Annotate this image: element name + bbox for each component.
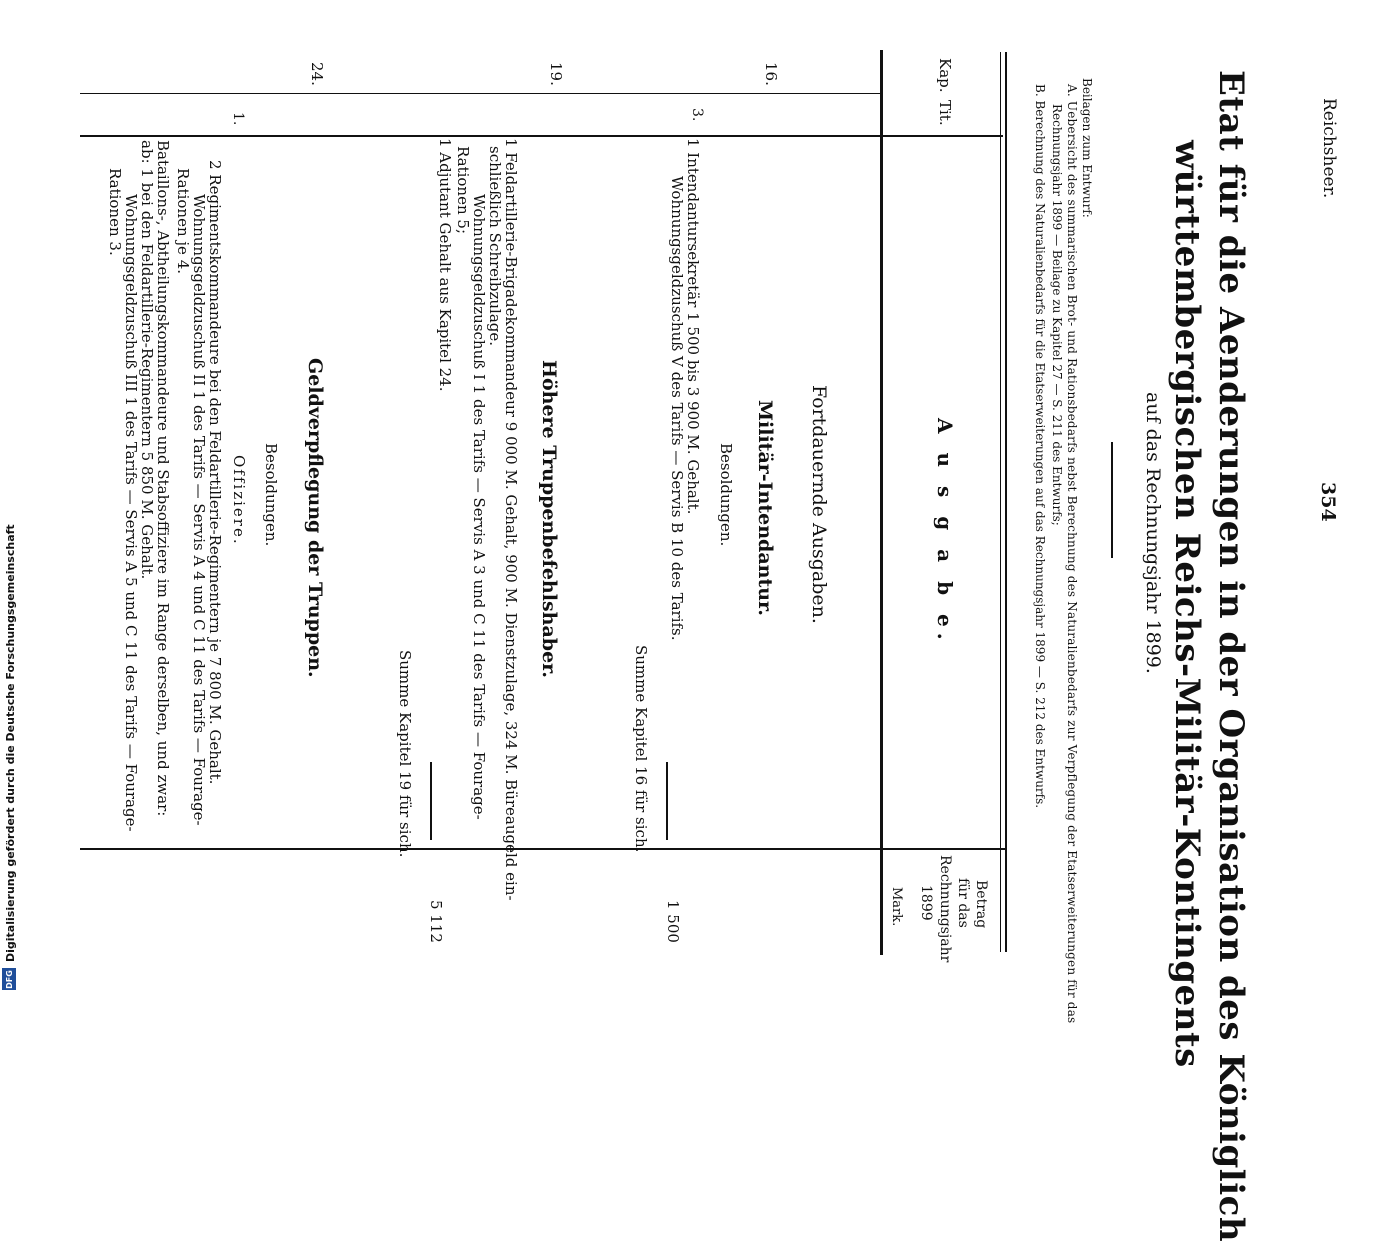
header-ausgabe: A u s g a b e. <box>933 418 957 646</box>
kap24-subheading: Besoldungen. <box>262 443 280 547</box>
digitization-credit: Digitalisierung gefördert durch die Deutsche Forschungsgemeinschaft <box>4 524 17 962</box>
kap19-sum-label: Summe Kapitel 19 für sich. <box>396 650 414 858</box>
running-head: Reichsheer. <box>1319 98 1339 199</box>
header-kap: Kap. <box>936 58 954 93</box>
enclosures-heading: Beilagen zum Entwurf: <box>1080 78 1094 218</box>
kap16-subheading: Besoldungen. <box>717 443 735 547</box>
kap24-tit: 1. <box>230 112 246 126</box>
kap16-heading: Militär-Intendantur. <box>754 400 776 616</box>
kap24-item1-line-3: Rationen je 4. <box>174 168 192 275</box>
kap19-item1-line-3: Wohnungsgeldzuschuß I 1 des Tarifs — Servis A 3 und C 11 des Tarifs — Fourage- <box>470 194 488 820</box>
kap19-heading: Höhere Truppenbefehlshaber. <box>538 360 560 679</box>
kap19-item1-line-1: 1 Feldartillerie-Brigadekommandeur 9 000 M. Gehalt, 900 M. Dienstzulage, 324 M. Büreaugeld ein- <box>502 138 520 901</box>
kap19-number: 19. <box>547 62 565 86</box>
enclosure-a-line-1: A. Uebersicht des summarischen Brot- und Rationsbedarfs nebst Berechnung des Naturalienbedarfs zur Verpflegung der Etatserweiterungen für das <box>1065 84 1079 1024</box>
kap16-item-line-1: 1 Intendantursekretär 1 500 bis 3 900 M. Gehalt. <box>684 138 702 515</box>
kap24-item2-line-4: Rationen 3. <box>106 168 124 256</box>
column-divider-betrag <box>80 848 1005 850</box>
enclosure-a-line-2: Rechnungsjahr 1899 — Beilage zu Kapitel 27 — S. 211 des Entwurfs; <box>1050 104 1064 526</box>
kap24-subsubheading: Offiziere. <box>230 455 248 546</box>
kap19-sum-rule <box>430 762 432 840</box>
header-betrag-4: 1899 <box>918 885 934 921</box>
column-divider-tit <box>80 135 880 137</box>
dfg-logo: DFG <box>2 968 16 990</box>
kap24-item1-line-2: Wohnungsgeldzuschuß II 1 des Tarifs — Servis A 4 und C 11 des Tarifs — Fourage- <box>190 194 208 826</box>
kap16-item-line-2: Wohnungsgeldzuschuß V des Tarifs — Servis B 10 des Tarifs. <box>668 176 686 641</box>
kap24-item2-line-1: Bataillons-, Abtheilungskommandeure und Stabsoffiziere im Range derselben, und zwar: <box>154 140 172 817</box>
page-number: 354 <box>1317 482 1339 522</box>
kap19-amount: 5 112 <box>427 900 445 943</box>
enclosure-b-line-1: B. Berechnung des Naturalienbedarfs für die Etatserweiterungen auf das Rechnungsjahr 1899 — S. 212 des Entwurfs. <box>1033 84 1047 809</box>
kap24-heading: Geldverpflegung der Truppen. <box>304 358 326 678</box>
kap24-item1-line-1: 2 Regimentskommandeure bei den Feldartillerie-Regimentern je 7 800 M. Gehalt. <box>206 160 224 785</box>
kap19-item1-line-2: schließlich Schreibzulage. <box>486 146 504 347</box>
kap19-item2: 1 Adjutant Gehalt aus Kapitel 24. <box>436 138 454 392</box>
header-unit: Mark. <box>889 887 904 927</box>
header-betrag-2: für das <box>955 878 971 928</box>
header-betrag-1: Betrag <box>973 880 989 929</box>
kap-left-rule <box>80 93 880 94</box>
table-top-rule <box>1005 52 1007 952</box>
kap16-sum-rule <box>666 762 668 840</box>
title-divider <box>1111 442 1113 558</box>
column-divider-kap-tit <box>883 135 1003 137</box>
kap16-amount: 1 500 <box>664 900 682 943</box>
kap19-item1-line-4: Rationen 5; <box>454 146 472 235</box>
kap16-tit: 3. <box>689 108 705 122</box>
kap24-item2-line-3: Wohnungsgeldzuschuß III 1 des Tarifs — Servis A 5 und C 11 des Tarifs — Fourage- <box>122 194 140 832</box>
section-fortdauernde: Fortdauernde Ausgaben. <box>808 385 830 624</box>
header-tit: Tit. <box>936 100 954 126</box>
title-subtitle: auf das Rechnungsjahr 1899. <box>1142 392 1164 674</box>
kap16-sum-label: Summe Kapitel 16 für sich. <box>632 645 650 853</box>
header-betrag-3: Rechnungsjahr <box>937 855 953 963</box>
kap24-item2-line-2: ab: 1 bei den Feldartillerie-Regimentern 5 850 M. Gehalt. <box>138 140 156 580</box>
kap24-number: 24. <box>308 62 326 86</box>
kap16-number: 16. <box>762 62 780 86</box>
title-line-1: Etat für die Aenderungen in der Organisation des Königlich <box>1211 70 1251 1242</box>
table-top-rule-thin <box>1000 52 1001 952</box>
table-header-rule <box>880 50 883 955</box>
title-line-2: württembergischen Reichs-Militär-Kontingents <box>1167 140 1207 1068</box>
